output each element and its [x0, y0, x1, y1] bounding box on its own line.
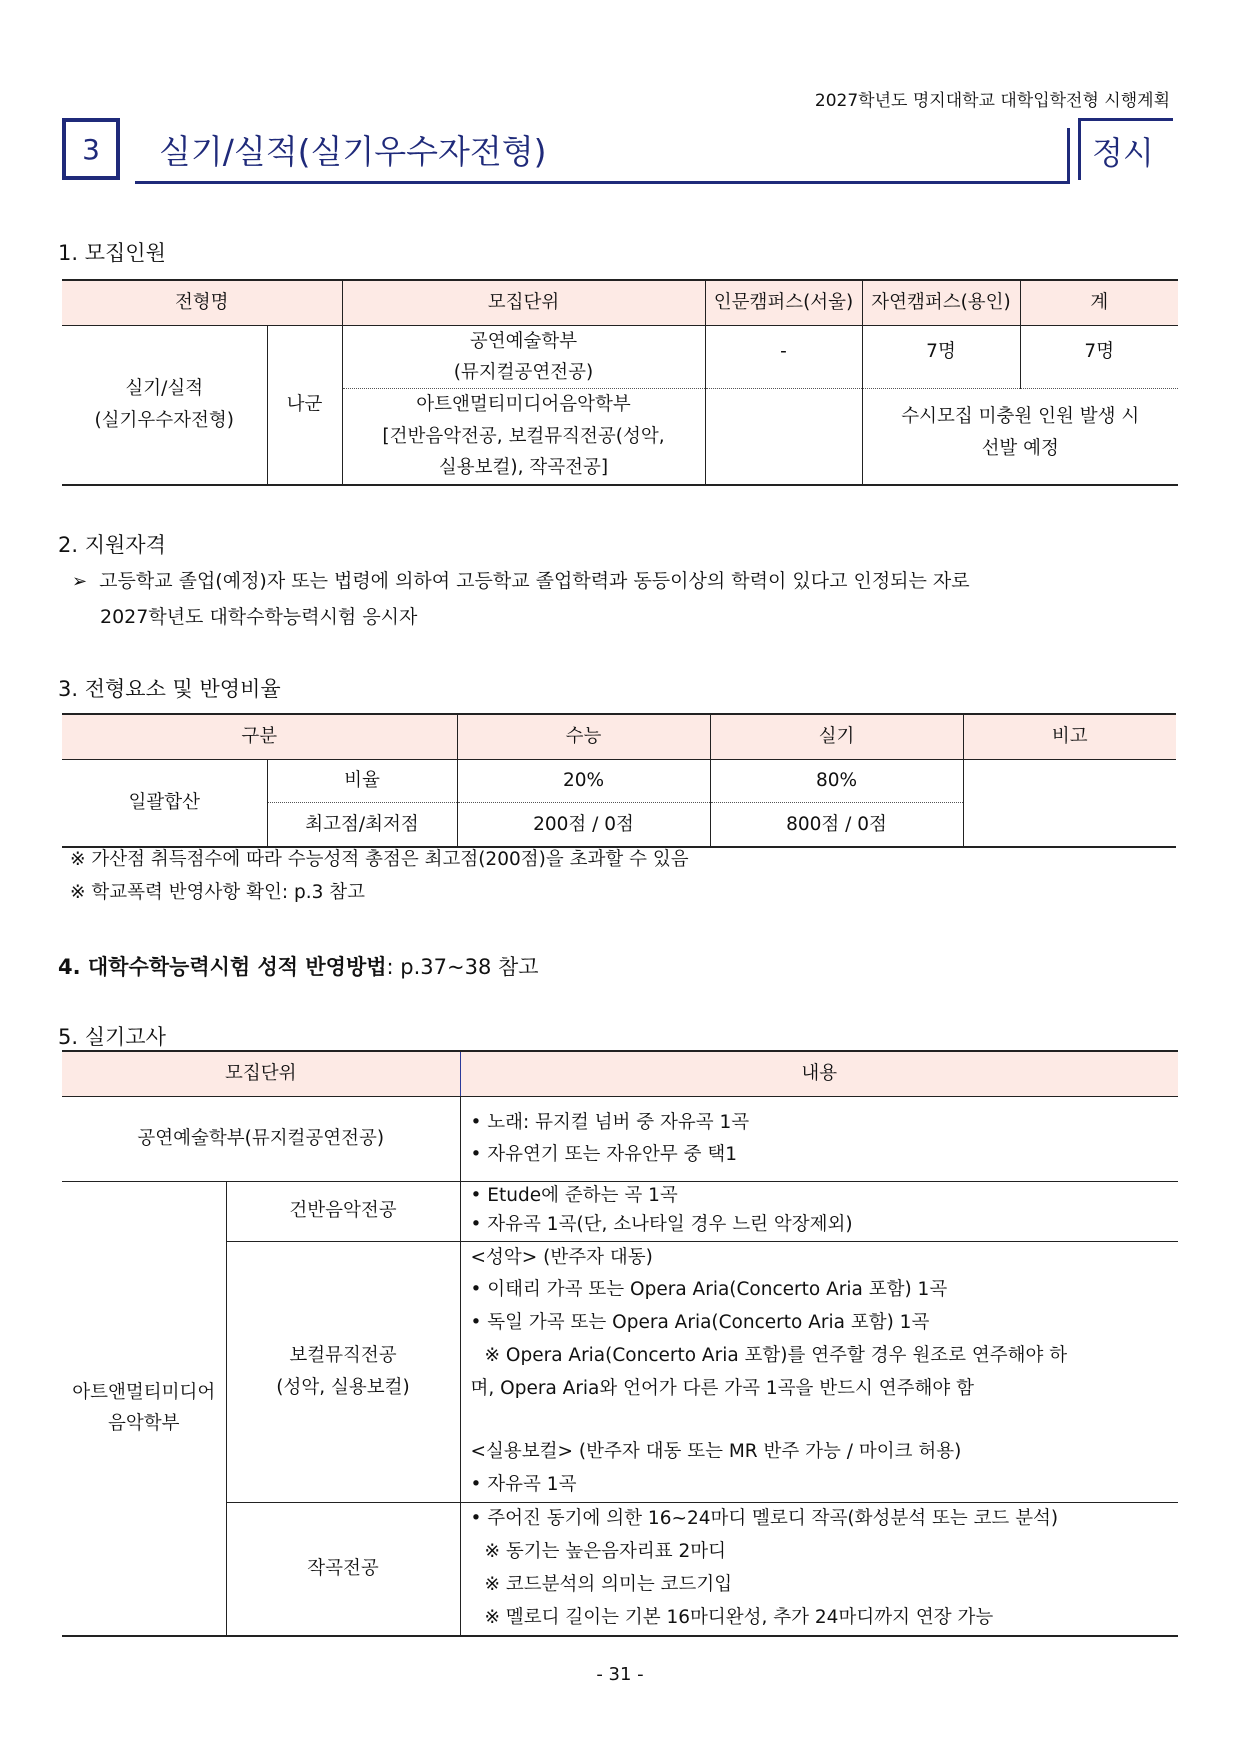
- section-title-bar: [135, 118, 1070, 184]
- unit-cell: 공연예술학부(뮤지컬공연전공): [62, 1096, 460, 1181]
- unit-cell: 공연예술학부 (뮤지컬공연전공): [342, 325, 705, 389]
- csat-ratio: 20%: [457, 759, 710, 802]
- section1-title: 1. 모집인원: [58, 241, 166, 265]
- header-cell: 수능: [457, 714, 710, 759]
- major-cell: 건반음악전공: [226, 1181, 460, 1241]
- table-row: [62, 1096, 1178, 1181]
- method-cell: 일괄합산: [62, 759, 267, 847]
- header-cell: 인문캠퍼스(서울): [705, 280, 862, 325]
- major-cell: 보컬뮤직전공 (성악, 실용보컬): [226, 1241, 460, 1502]
- header-cell: 자연캠퍼스(용인): [862, 280, 1020, 325]
- table-row: [62, 759, 1176, 802]
- ratio-table: [62, 713, 1176, 848]
- practical-score: 800점 / 0점: [710, 802, 963, 847]
- total-count: 7명: [1020, 325, 1178, 389]
- header-cell: 전형명: [62, 280, 342, 325]
- eligibility-text: ➢ 고등학교 졸업(예정)자 또는 법령에 의하여 고등학교 졸업학력과 동등이상의 학력이 있다고 인정되는 자로: [72, 570, 970, 592]
- practical-ratio: 80%: [710, 759, 963, 802]
- note-bonus: ※ 가산점 취득점수에 따라 수능성적 총점은 최고점(200점)을 초과할 수 있음: [70, 849, 689, 870]
- group-cell: 나군: [267, 325, 342, 485]
- section-number: 3: [82, 132, 100, 166]
- header-cell: 구분: [62, 714, 457, 759]
- section-title: 실기/실적(실기우수자전형): [159, 132, 547, 171]
- title-underline: [135, 181, 1070, 184]
- note-school-violence: ※ 학교폭력 반영사항 확인: p.3 참고: [70, 882, 365, 903]
- content-cell: • 주어진 동기에 의한 16~24마디 멜로디 작곡(화성분석 또는 코드 분석) ※ 동기는 높은음자리표 2마디 ※ 코드분석의 의미는 코드기입 ※ 멜로디 길이는 기본 16마디완성, 추가 24마디까지 연장 가능: [460, 1502, 1178, 1635]
- admission-type-badge: [1078, 118, 1173, 180]
- header-cell: 비고: [963, 714, 1176, 759]
- header-cell: 모집단위: [62, 1051, 460, 1096]
- unit-cell: 아트앤멀티미디어음악학부 [건반음악전공, 보컬뮤직전공(성악, 실용보컬), 작곡전공]: [342, 389, 705, 485]
- badge-label: 정시: [1092, 134, 1154, 172]
- table-row: [62, 325, 1178, 389]
- section2-title: 2. 지원자격: [58, 533, 166, 557]
- seoul-count: -: [705, 325, 862, 389]
- row-label: 최고점/최저점: [267, 802, 457, 847]
- page-number: - 31 -: [596, 1664, 644, 1685]
- title-corner-line: [1067, 128, 1070, 184]
- table-header-row: [62, 714, 1176, 759]
- seoul-count: [705, 389, 862, 485]
- eligibility-text-line2: 2027학년도 대학수학능력시험 응시자: [100, 606, 418, 628]
- content-cell: • Etude에 준하는 곡 1곡 • 자유곡 1곡(단, 소나타일 경우 느린 악장제외): [460, 1181, 1178, 1241]
- table-row: [62, 1241, 1178, 1502]
- header-cell: 실기: [710, 714, 963, 759]
- content-cell: • 노래: 뮤지컬 넘버 중 자유곡 1곡 • 자유연기 또는 자유안무 중 택1: [460, 1096, 1178, 1181]
- header-cell: 모집단위: [342, 280, 705, 325]
- section5-title: 5. 실기고사: [58, 1025, 166, 1049]
- table-header-row: [62, 280, 1178, 325]
- type-name-cell: 실기/실적 (실기우수자전형): [62, 325, 267, 485]
- row-label: 비율: [267, 759, 457, 802]
- header-cell: 내용: [460, 1051, 1178, 1096]
- table-header-row: [62, 1051, 1178, 1096]
- practical-exam-table: [62, 1050, 1178, 1637]
- section-number-box: [62, 118, 120, 180]
- content-cell: <성악> (반주자 대동) • 이태리 가곡 또는 Opera Aria(Concerto Aria 포함) 1곡 • 독일 가곡 또는 Opera Aria(Concerto Aria 포함) 1곡 ※ Opera Aria(Concerto Aria 포함)를 연주할 경우 원조로 연주해야 하 며, Opera Aria와 언어가 다른 가곡 1곡을 반드시 연주해야 함 <실용보컬> (반주자 대동 또는 MR 반주 가능 / 마이크 허용) • 자유곡 1곡: [460, 1241, 1178, 1502]
- yongin-count: 7명: [862, 325, 1020, 389]
- header-cell: 계: [1020, 280, 1178, 325]
- table-row: [62, 1181, 1178, 1241]
- section3-title: 3. 전형요소 및 반영비율: [58, 677, 281, 701]
- school-cell: 아트앤멀티미디어 음악학부: [62, 1181, 226, 1636]
- major-cell: 작곡전공: [226, 1502, 460, 1635]
- recruit-note: 수시모집 미충원 인원 발생 시 선발 예정: [862, 389, 1178, 485]
- table-row: [62, 1502, 1178, 1635]
- remarks-cell: [963, 759, 1176, 847]
- document-header: 2027학년도 명지대학교 대학입학전형 시행계획: [814, 91, 1170, 111]
- csat-score: 200점 / 0점: [457, 802, 710, 847]
- recruitment-table: [62, 279, 1178, 486]
- section4-title: 4. 대학수학능력시험 성적 반영방법: p.37~38 참고: [58, 955, 539, 979]
- arrow-bullet-icon: ➢: [72, 571, 88, 592]
